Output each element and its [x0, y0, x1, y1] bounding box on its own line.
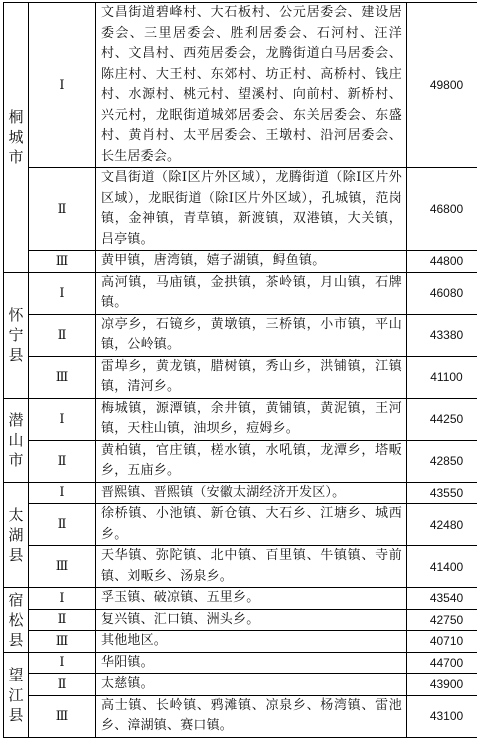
- area-class-cell: Ⅱ: [29, 168, 96, 251]
- area-class-cell: Ⅰ: [29, 272, 96, 314]
- price-value-cell: 46800: [407, 168, 477, 251]
- county-name: 望江县: [8, 665, 24, 725]
- county-name-cell: [4, 398, 29, 482]
- area-description-cell: 黄柏镇，官庄镇，槎水镇，水吼镇，龙潭乡，塔畈乡，五庙乡。: [96, 440, 407, 482]
- table-row: [4, 504, 477, 546]
- county-name: 潜山市: [8, 410, 24, 470]
- area-class-cell: Ⅱ: [29, 609, 96, 631]
- price-value-cell: 49800: [407, 3, 477, 168]
- price-value-cell: 46080: [407, 272, 477, 314]
- area-class-cell: Ⅲ: [29, 356, 96, 398]
- table-row: [4, 440, 477, 482]
- area-description-cell: 孚玉镇、破凉镇、五里乡。: [96, 588, 407, 610]
- area-class-cell: Ⅰ: [29, 482, 96, 504]
- table-row: [4, 546, 477, 588]
- price-value-cell: 43380: [407, 314, 477, 356]
- table-row: [4, 588, 477, 610]
- area-class-cell: Ⅲ: [29, 631, 96, 653]
- table-row: [4, 695, 477, 737]
- area-description-cell: 其他地区。: [96, 631, 407, 653]
- table-row: [4, 652, 477, 674]
- table-row: [4, 398, 477, 440]
- county-name: 太湖县: [8, 505, 24, 565]
- area-description-cell: 凉亭乡，石镜乡，黄墩镇，三桥镇，小市镇，平山镇，公岭镇。: [96, 314, 407, 356]
- price-value-cell: 42750: [407, 609, 477, 631]
- area-description-cell: 梅城镇，源潭镇，余井镇，黄铺镇，黄泥镇，王河镇，天柱山镇，油坝乡，痘姆乡。: [96, 398, 407, 440]
- area-class-cell: Ⅰ: [29, 588, 96, 610]
- area-class-cell: Ⅱ: [29, 674, 96, 696]
- price-value-cell: 41400: [407, 546, 477, 588]
- price-value-cell: 42480: [407, 504, 477, 546]
- price-value-cell: 43100: [407, 695, 477, 737]
- price-value-cell: 43550: [407, 482, 477, 504]
- price-value-cell: 40710: [407, 631, 477, 653]
- area-description-cell: 高士镇、长岭镇、鸦滩镇、凉泉乡、杨湾镇、雷池乡、漳湖镇、赛口镇。: [96, 695, 407, 737]
- land-price-table: [3, 2, 477, 738]
- price-value-cell: 41100: [407, 356, 477, 398]
- area-class-cell: Ⅰ: [29, 652, 96, 674]
- area-class-cell: Ⅲ: [29, 546, 96, 588]
- table-row: [4, 3, 477, 168]
- table-row: [4, 609, 477, 631]
- county-name-cell: [4, 652, 29, 737]
- area-class-cell: Ⅲ: [29, 695, 96, 737]
- table-row: [4, 631, 477, 653]
- price-value-cell: 44250: [407, 398, 477, 440]
- area-description-cell: 高河镇，马庙镇，金拱镇，茶岭镇，月山镇，石牌镇。: [96, 272, 407, 314]
- area-description-cell: 华阳镇。: [96, 652, 407, 674]
- county-name-cell: [4, 588, 29, 653]
- area-description-cell: 文昌街道碧峰村、大石板村、公元居委会、建设居委会、三里居委会、胜利居委会、石河村、汪洋村、文昌村、西苑居委会，龙腾街道白马居委会、陈庄村、大王村、东郊村、坊正村、高桥村、钱庄村、水源村、桃元村、望溪村、向前村、新桥村、兴元村，龙眠街道城郊居委会、东关居委会、东盛村、黄肖村、太平居委会、王墩村、沿河居委会、长生居委会。: [96, 3, 407, 168]
- county-name-cell: [4, 3, 29, 273]
- county-name: 桐城市: [8, 107, 24, 167]
- county-name-cell: [4, 482, 29, 588]
- table-row: [4, 251, 477, 273]
- area-description-cell: 晋熙镇、晋熙镇（安徽太湖经济开发区）。: [96, 482, 407, 504]
- area-description-cell: 太慈镇。: [96, 674, 407, 696]
- table-row: [4, 272, 477, 314]
- price-value-cell: 44800: [407, 251, 477, 273]
- area-description-cell: 徐桥镇、小池镇、新仓镇、大石乡、江塘乡、城西乡。: [96, 504, 407, 546]
- price-value-cell: 42850: [407, 440, 477, 482]
- table-row: [4, 482, 477, 504]
- area-class-cell: Ⅰ: [29, 3, 96, 168]
- area-class-cell: Ⅱ: [29, 314, 96, 356]
- price-value-cell: 43540: [407, 588, 477, 610]
- table-body: [4, 3, 477, 738]
- area-class-cell: Ⅲ: [29, 251, 96, 273]
- area-description-cell: 天华镇、弥陀镇、北中镇、百里镇、牛镇镇、寺前镇、刘畈乡、汤泉乡。: [96, 546, 407, 588]
- price-value-cell: 44700: [407, 652, 477, 674]
- area-description-cell: 雷埠乡，黄龙镇，腊树镇，秀山乡，洪铺镇，江镇镇，清河乡。: [96, 356, 407, 398]
- area-description-cell: 复兴镇、汇口镇、洲头乡。: [96, 609, 407, 631]
- county-name-cell: [4, 272, 29, 398]
- table-row: [4, 168, 477, 251]
- area-class-cell: Ⅰ: [29, 398, 96, 440]
- table-row: [4, 314, 477, 356]
- county-name: 宿松县: [8, 590, 24, 650]
- area-description-cell: 黄甲镇，唐湾镇，嬉子湖镇，鲟鱼镇。: [96, 251, 407, 273]
- area-class-cell: Ⅱ: [29, 440, 96, 482]
- area-class-cell: Ⅱ: [29, 504, 96, 546]
- area-description-cell: 文昌街道（除Ⅰ区片外区域），龙腾街道（除Ⅰ区片外区域），龙眠街道（除Ⅰ区片外区域），孔城镇，范岗镇，金神镇，青草镇，新渡镇，双港镇，大关镇，吕亭镇。: [96, 168, 407, 251]
- price-value-cell: 43900: [407, 674, 477, 696]
- table-row: [4, 674, 477, 696]
- table-row: [4, 356, 477, 398]
- county-name: 怀宁县: [8, 305, 24, 365]
